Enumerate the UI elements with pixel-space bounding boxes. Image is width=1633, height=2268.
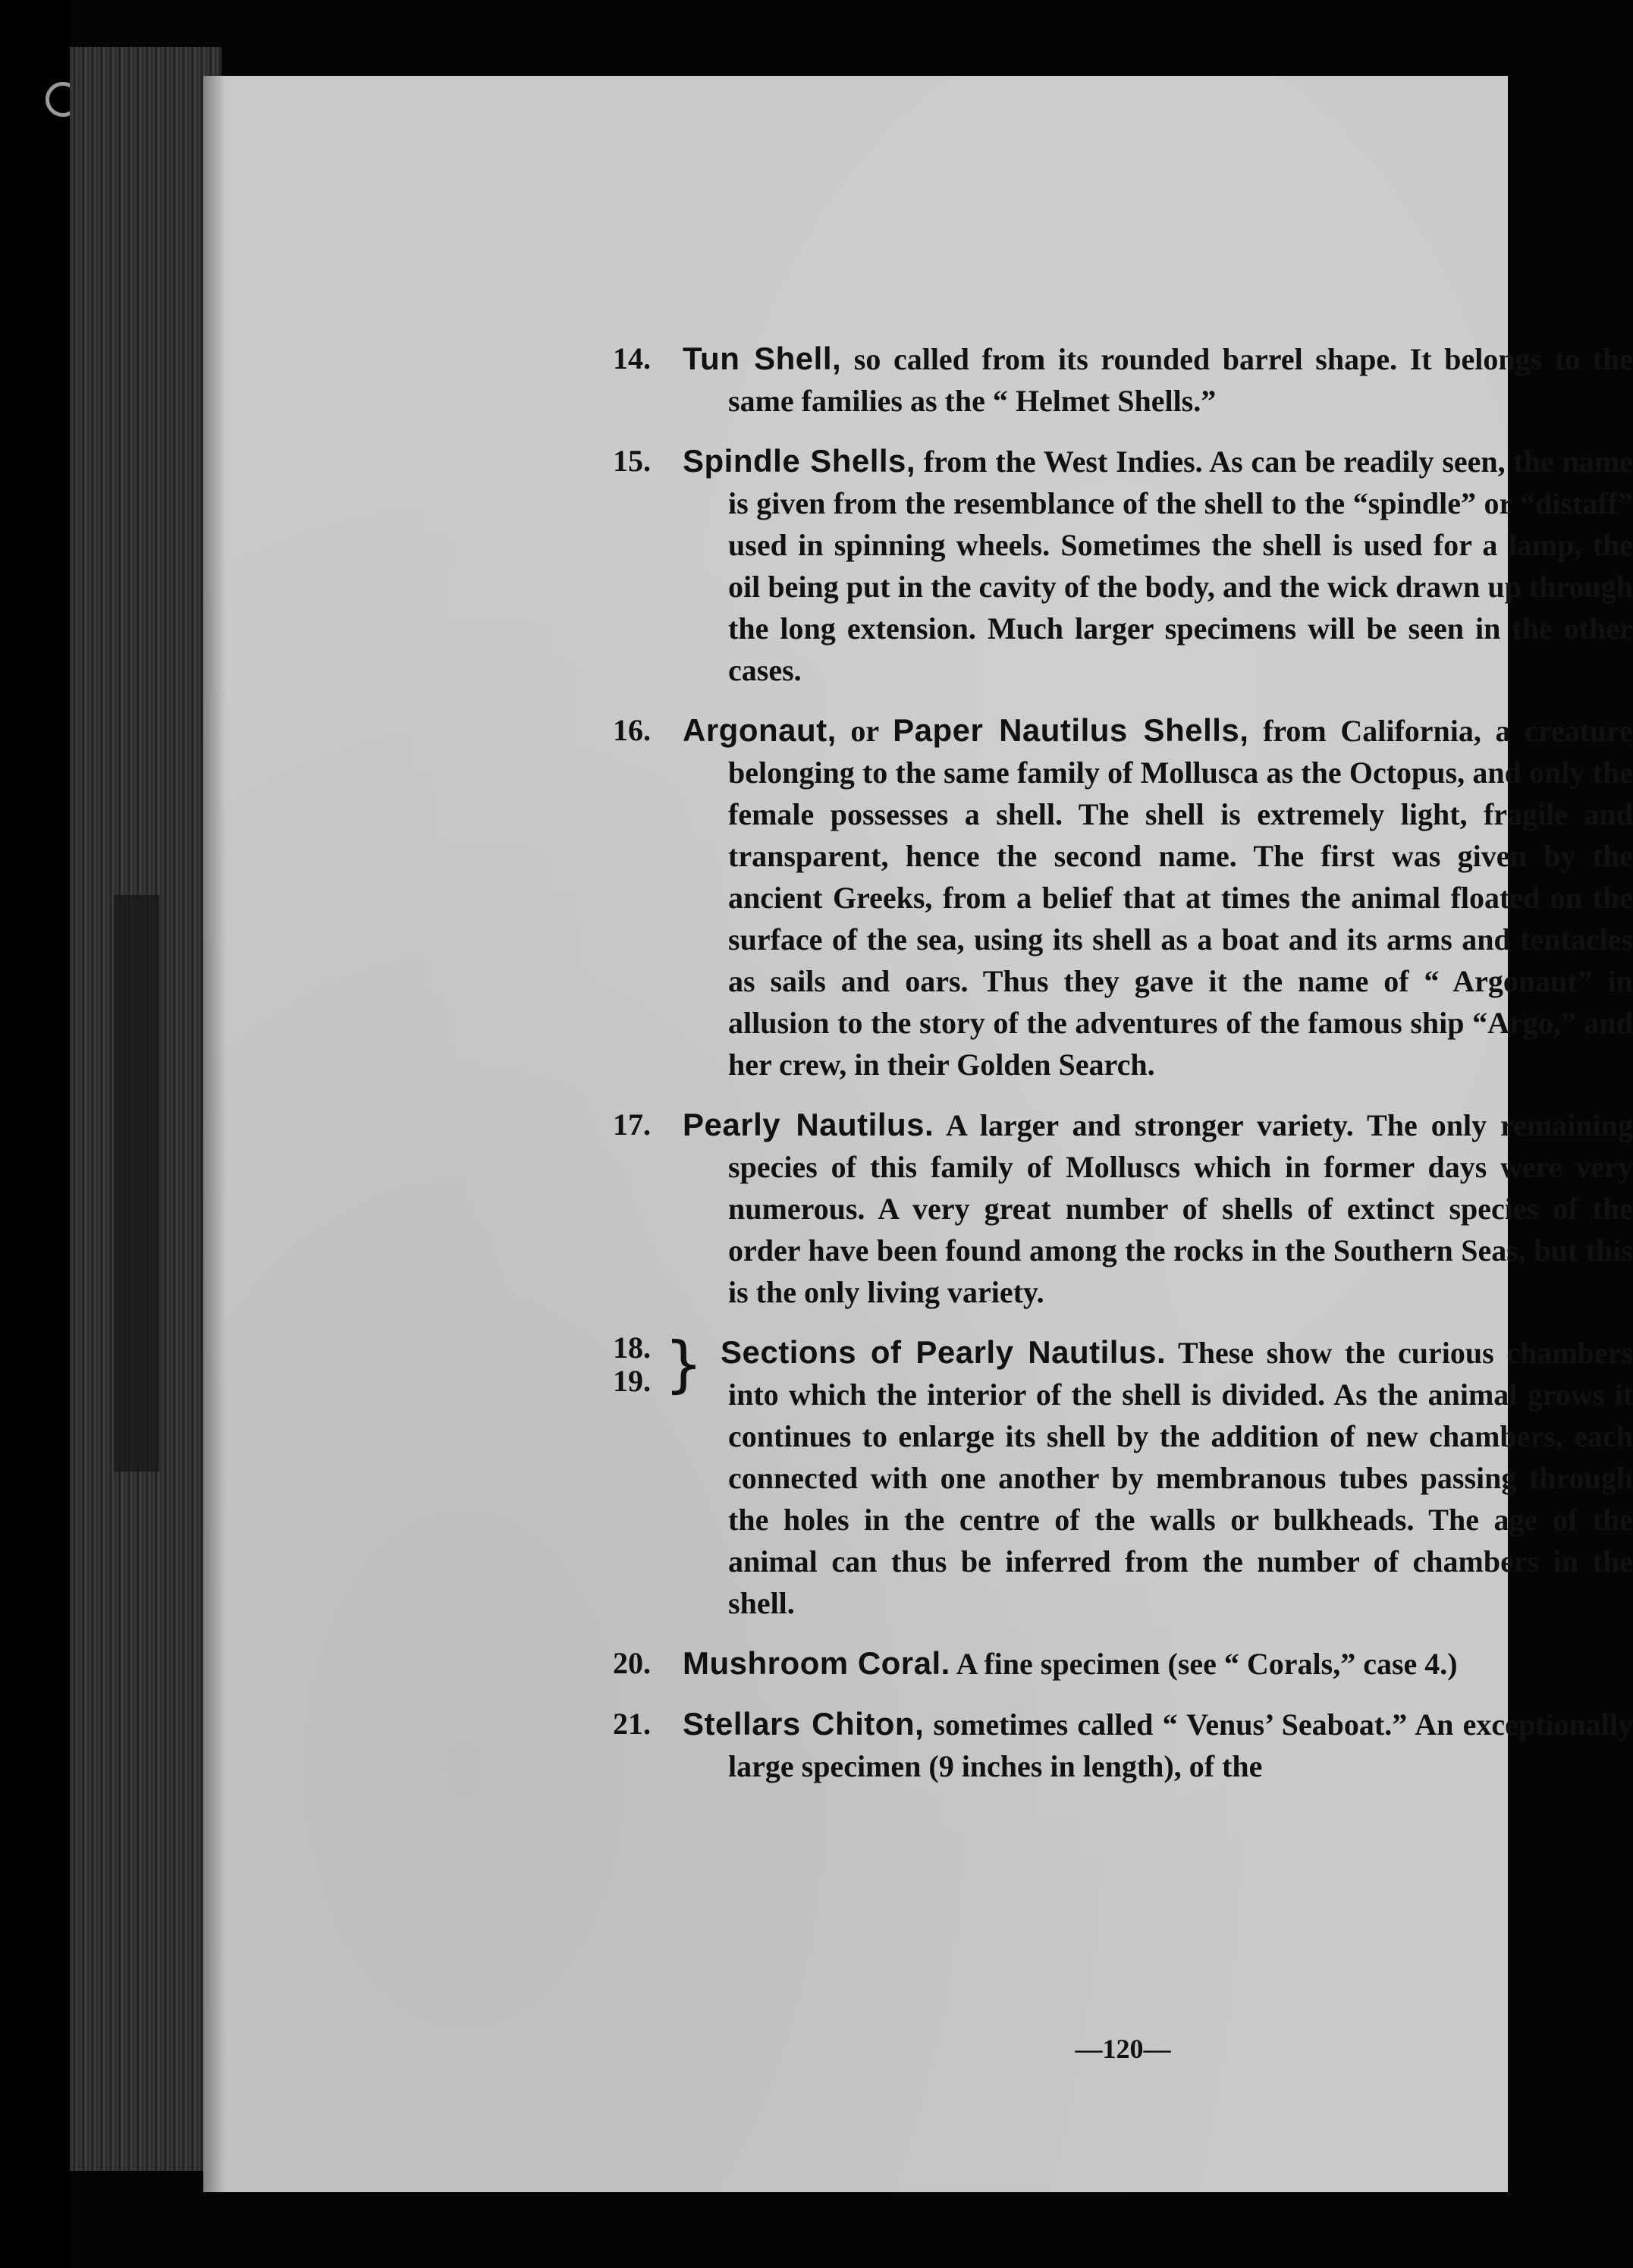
entry-number: 15. [613, 444, 651, 478]
entry-number-second: 19. [613, 1364, 651, 1398]
entry-number: 17. [613, 1107, 651, 1142]
entry-heading: Stellars Chiton, [683, 1706, 925, 1742]
brace-glyph: } [664, 1329, 703, 1399]
entry-15 [613, 440, 1633, 691]
entry-20 [613, 1642, 1633, 1685]
entry-text: These show the curious chambers into which the interior of the shell is divided. As the animal grows it continues to enlarge its shell by the addition of new chambers, each connected with one another by membranous tubes passing through the holes in the centre of the walls or bulkheads. The age of the animal can thus be inferred from the number of chambers in the shell. [728, 1336, 1633, 1620]
entry-number: 16. [613, 713, 651, 747]
entry-14 [613, 338, 1633, 422]
entry-18-19 [613, 1331, 1633, 1624]
entry-text: from the West Indies. As can be readily seen, the name is given from the resemblance of the shell to the “spindle” or “distaff” used in spinning wheels. Sometimes the shell is used for a lamp, the oil being put in the cavity of the body, and the wick drawn up through the long extension. Much larger specimens will be seen in the other cases. [728, 444, 1633, 687]
entry-joiner: or [836, 714, 893, 748]
entry-heading: Spindle Shells, [683, 443, 916, 479]
entry-text: A larger and stronger variety. The only remaining species of this family of Molluscs which in former days were very numerous. A very great number of shells of extinct species of the order have been found among the rocks in the Southern Seas, but this is the only living variety. [728, 1108, 1633, 1309]
entry-heading: Sections of Pearly Nautilus. [721, 1334, 1167, 1370]
entry-number: 14. [613, 341, 651, 375]
entry-number-pair [613, 1331, 651, 1398]
entry-text: A fine specimen (see “ Corals,” case 4.) [950, 1647, 1458, 1681]
entry-number: 20. [613, 1646, 651, 1680]
entry-text: from California, a creature belonging to the same family of Mollusca as the Octopus, and only the female possesses a shell. The shell is extremely light, fragile and transparent, hence the second name. The first was given by the ancient Greeks, from a belief that at times the animal floated on the surface of the sea, using its shell as a boat and its arms and tentacles as sails and oars. Thus they gave it the name of “ Argonaut” in allusion to the story of the adventures of the famous ship “Argo,” and her crew, in their Golden Search. [728, 714, 1633, 1082]
page-number: —120— [1075, 2034, 1171, 2064]
entry-number: 21. [613, 1707, 651, 1741]
entry-16 [613, 709, 1633, 1085]
text-block [613, 338, 1633, 2064]
paper-sheet [203, 76, 1633, 2192]
binding-shadow [0, 0, 70, 2268]
entry-heading: Paper Nautilus Shells, [893, 712, 1249, 748]
entry-heading: Tun Shell, [683, 341, 842, 376]
entry-17 [613, 1104, 1633, 1313]
paper-gutter-shadow [203, 76, 226, 2192]
entry-number: 18. [613, 1330, 651, 1365]
entry-heading-prefix: Argonaut, [683, 712, 837, 748]
entry-text: so called from its rounded barrel shape. It belongs to the same families as the “ Helmet Shells.” [728, 342, 1633, 418]
entry-21 [613, 1703, 1633, 1787]
entry-heading: Pearly Nautilus. [683, 1107, 934, 1142]
entry-heading: Mushroom Coral. [683, 1645, 950, 1681]
entry-text: sometimes called “ Venus’ Seaboat.” An exceptionally large specimen (9 inches in length), of the [728, 1707, 1633, 1783]
library-stamp [114, 895, 159, 1472]
